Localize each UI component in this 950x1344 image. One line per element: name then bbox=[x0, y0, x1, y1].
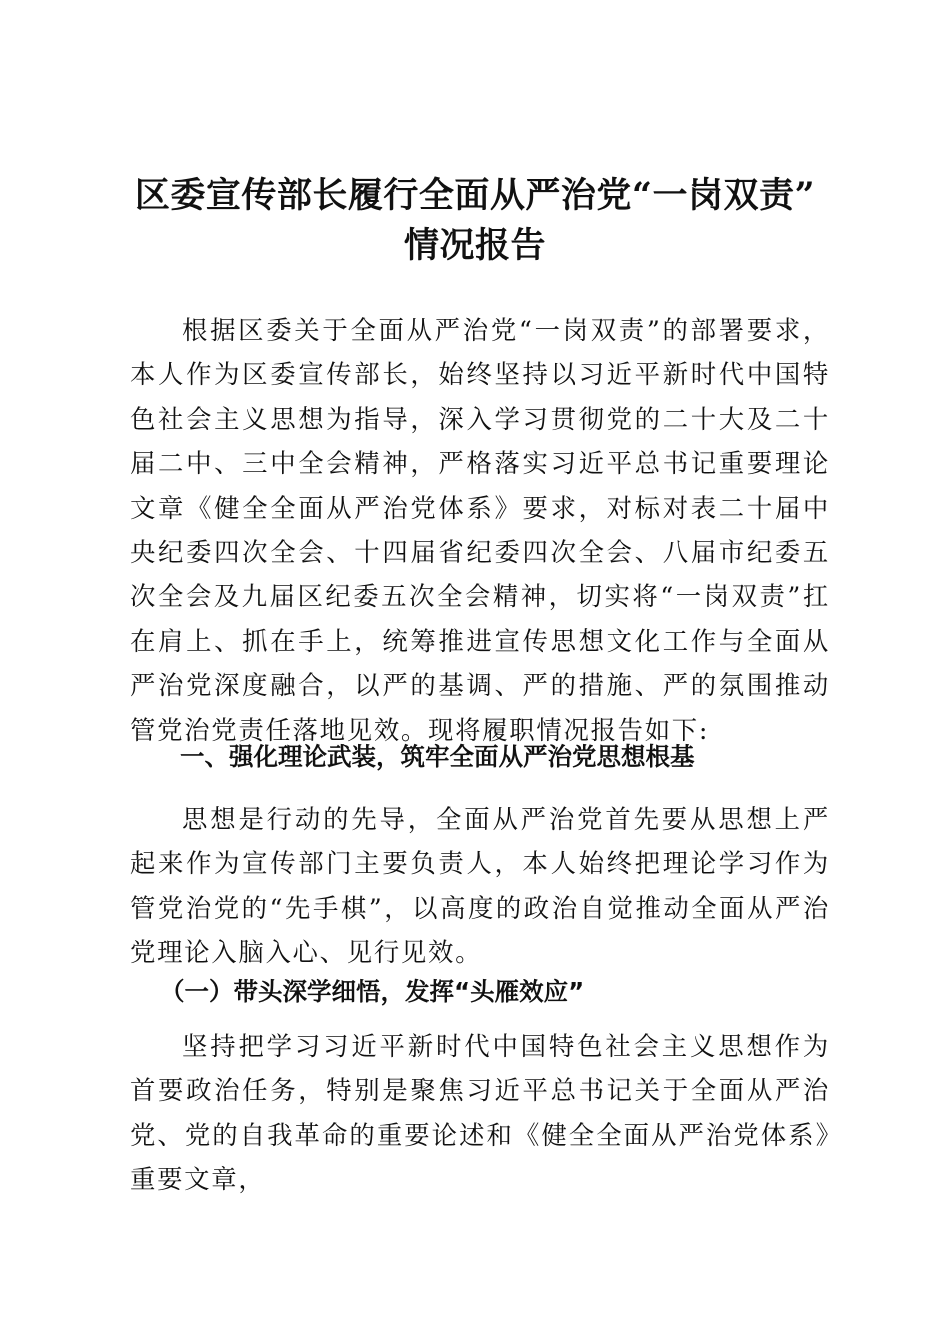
document-title-line-2: 情况报告 bbox=[403, 225, 546, 266]
section-1-paragraph: 思想是行动的先导，全面从严治党首先要从思想上严起来作为宣传部门主要负责人，本人始终把理论学习作为管党治党的“先手棋”，以高度的政治自觉推动全面从严治党理论入脑入心、见行见效。 bbox=[130, 804, 830, 968]
document-title-line-1: 区委宣传部长履行全面从严治党“一岗双责” bbox=[134, 175, 816, 216]
subsection-1-paragraph: 坚持把学习习近平新时代中国特色社会主义思想作为首要政治任务，特别是聚焦习近平总书记关于全面从严治党、党的自我革命的重要论述和《健全全面从严治党体系》重要文章， bbox=[130, 1031, 830, 1195]
subsection-heading-1: （一）带头深学细悟，发挥“头雁效应” bbox=[160, 977, 585, 1006]
section-heading-1: 一、强化理论武装，筑牢全面从严治党思想根基 bbox=[180, 742, 695, 771]
intro-paragraph: 根据区委关于全面从严治党“一岗双责”的部署要求，本人作为区委宣传部长，始终坚持以习近平新时代中国特色社会主义思想为指导，深入学习贯彻党的二十大及二十届二中、三中全会精神，严格落实习近平总书记重要理论文章《健全全面从严治党体系》要求，对标对表二十届中央纪委四次全会、十四届省纪委四次全会、八届市纪委五次全会及九届区纪委五次全会精神，切实将“一岗双责”扛在肩上、抓在手上，统筹推进宣传思想文化工作与全面从严治党深度融合，以严的基调、严的措施、严的氛围推动管党治党责任落地见效。现将履职情况报告如下: bbox=[130, 315, 830, 745]
